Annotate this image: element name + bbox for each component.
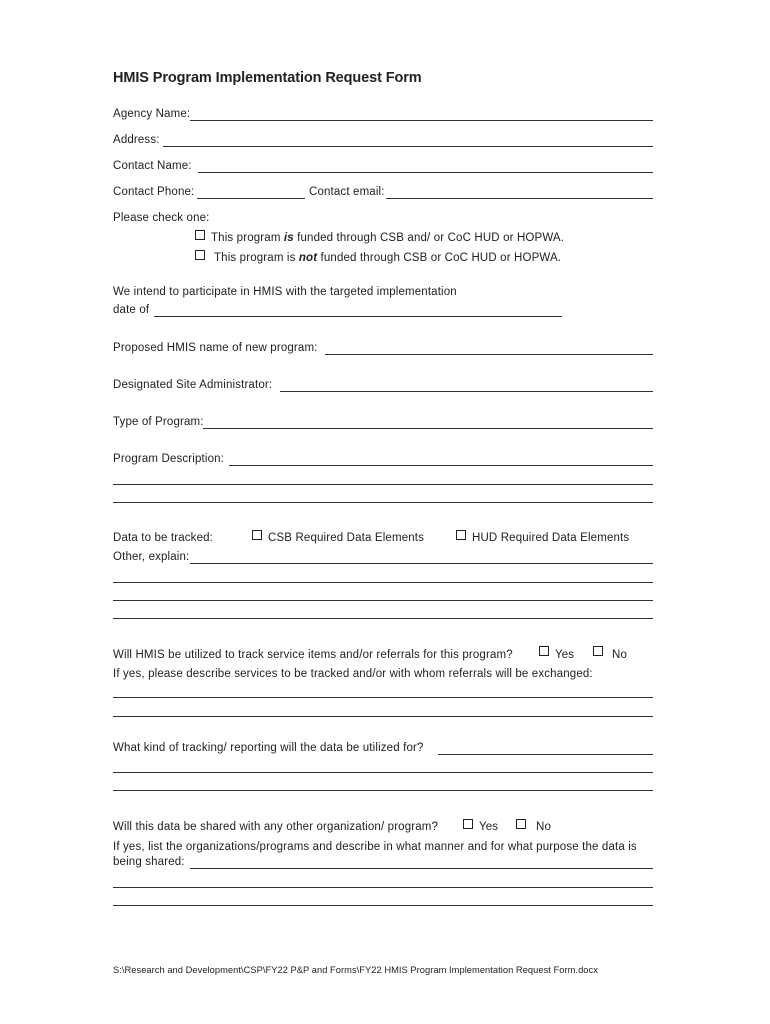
program-description-field[interactable]: [229, 465, 653, 466]
shared-yes-checkbox[interactable]: [463, 819, 473, 829]
shared-no-checkbox[interactable]: [516, 819, 526, 829]
implementation-date-field[interactable]: [154, 316, 562, 317]
not-funded-option-text: [214, 252, 561, 264]
other-explain-field[interactable]: [190, 563, 653, 564]
program-type-label: Type of Program:: [113, 416, 204, 428]
not-funded-text-pre: This program is: [214, 252, 299, 264]
service-yes-checkbox[interactable]: [539, 646, 549, 656]
contact-phone-label: Contact Phone:: [113, 186, 195, 198]
csb-checkbox[interactable]: [252, 530, 262, 540]
service-describe-line-1[interactable]: [113, 697, 653, 698]
not-funded-emphasis: not: [298, 252, 318, 264]
proposed-name-field[interactable]: [325, 354, 653, 355]
service-describe-prompt: If yes, please describe services to be tracked and/or with whom referrals will be exchanged:: [113, 668, 593, 680]
proposed-name-label: Proposed HMIS name of new program:: [113, 342, 318, 354]
site-admin-field[interactable]: [280, 391, 653, 392]
contact-email-label: Contact email:: [309, 186, 385, 198]
data-tracked-label: Data to be tracked:: [113, 532, 214, 544]
agency-name-label: Agency Name:: [113, 108, 191, 120]
hud-checkbox[interactable]: [456, 530, 466, 540]
tracking-line-2[interactable]: [113, 772, 653, 773]
site-admin-label: Designated Site Administrator:: [113, 379, 273, 391]
service-items-question: Will HMIS be utilized to track service items and/or referrals for this program?: [113, 649, 513, 661]
contact-name-field[interactable]: [198, 172, 653, 173]
date-of-label: date of: [113, 304, 150, 316]
service-no-label: No: [612, 649, 628, 661]
other-explain-line-3[interactable]: [113, 600, 653, 601]
contact-phone-field[interactable]: [197, 198, 305, 199]
check-one-label: Please check one:: [113, 212, 210, 224]
shared-line-2[interactable]: [113, 887, 653, 888]
funded-emphasis: is: [283, 232, 294, 244]
intend-text: We intend to participate in HMIS with the targeted implementation: [113, 286, 457, 298]
csb-option-label: CSB Required Data Elements: [268, 532, 425, 544]
funded-option-text: [211, 232, 564, 244]
contact-name-label: Contact Name:: [113, 160, 192, 172]
service-describe-line-2[interactable]: [113, 716, 653, 717]
other-explain-line-4[interactable]: [113, 618, 653, 619]
other-explain-label: Other, explain:: [113, 551, 190, 563]
agency-name-field[interactable]: [190, 120, 653, 121]
program-description-label: Program Description:: [113, 453, 225, 465]
program-description-line-2[interactable]: [113, 484, 653, 485]
hud-option-label: HUD Required Data Elements: [472, 532, 630, 544]
shared-question: Will this data be shared with any other organization/ program?: [113, 821, 439, 833]
service-yes-label: Yes: [555, 649, 575, 661]
tracking-question: What kind of tracking/ reporting will the data be utilized for?: [113, 742, 424, 754]
address-label: Address:: [113, 134, 160, 146]
contact-email-field[interactable]: [386, 198, 653, 199]
not-funded-text-post: funded through CSB or CoC HUD or HOPWA.: [317, 252, 562, 264]
funded-text-pre: This program: [211, 232, 284, 244]
not-funded-checkbox[interactable]: [195, 250, 205, 260]
program-type-field[interactable]: [203, 428, 653, 429]
other-explain-line-2[interactable]: [113, 582, 653, 583]
shared-line-3[interactable]: [113, 905, 653, 906]
funded-text-post: funded through CSB and/ or CoC HUD or HOPWA.: [293, 232, 565, 244]
form-title: HMIS Program Implementation Request Form: [113, 70, 422, 86]
service-no-checkbox[interactable]: [593, 646, 603, 656]
shared-no-label: No: [536, 821, 552, 833]
tracking-line-3[interactable]: [113, 790, 653, 791]
tracking-field[interactable]: [438, 754, 653, 755]
program-description-line-3[interactable]: [113, 502, 653, 503]
shared-prompt-line-2: being shared:: [113, 856, 185, 868]
footer-file-path: S:\Research and Development\CSP\FY22 P&P and Forms\FY22 HMIS Program Implementation Request Form.docx: [113, 965, 598, 975]
funded-checkbox[interactable]: [195, 230, 205, 240]
address-field[interactable]: [163, 146, 653, 147]
shared-prompt: If yes, list the organizations/programs and describe in what manner and for what purpose the data is: [113, 841, 637, 853]
shared-field[interactable]: [190, 868, 653, 869]
shared-yes-label: Yes: [479, 821, 499, 833]
